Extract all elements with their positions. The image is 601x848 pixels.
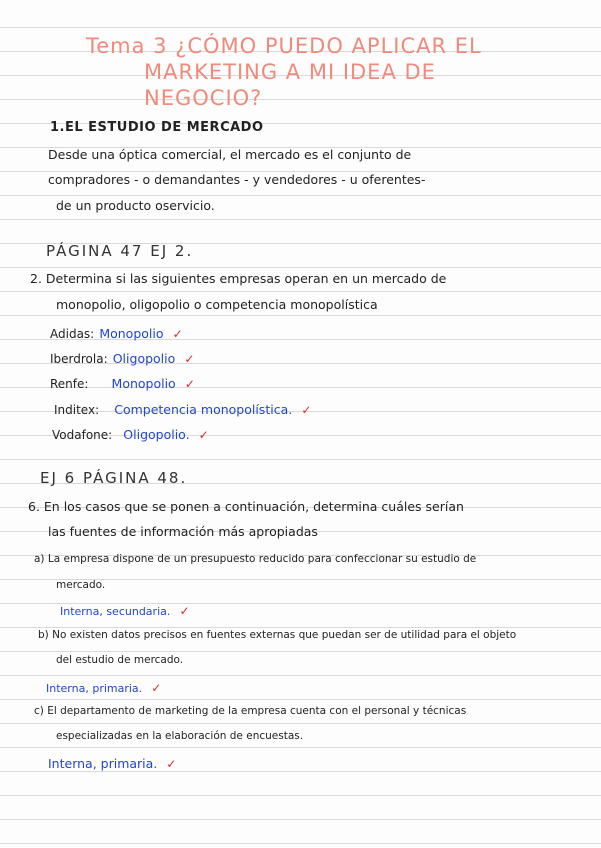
list-item — [60, 600, 190, 619]
company-label: Renfe: — [50, 377, 89, 391]
item-c-line-1: c) El departamento de marketing de la empresa cuenta con el personal y técnicas — [34, 705, 467, 717]
checkmark-icon: ✓ — [172, 327, 183, 341]
checkmark-icon: ✓ — [198, 428, 209, 442]
title-line-1: Tema 3 ¿CÓMO PUEDO APLICAR EL — [86, 34, 482, 58]
title-line-3: NEGOCIO? — [144, 86, 263, 110]
item-c-line-2: especializadas en la elaboración de encuestas. — [56, 730, 304, 742]
company-label: Vodafone: — [52, 428, 113, 442]
answer-text: Monopolio — [99, 326, 164, 341]
answer-text: Competencia monopolística. — [114, 402, 293, 417]
answer-text: Interna, primaria. — [46, 682, 143, 695]
section-1-heading: 1.EL ESTUDIO DE MERCADO — [50, 120, 264, 135]
checkmark-icon: ✓ — [184, 377, 195, 391]
section-3-question-line-2: las fuentes de información más apropiadas — [48, 524, 318, 539]
section-1-line-3: de un producto oservicio. — [56, 198, 215, 213]
item-b-line-2: del estudio de mercado. — [56, 654, 184, 666]
checkmark-icon: ✓ — [179, 604, 190, 618]
item-a-line-1: a) La empresa dispone de un presupuesto reducido para confeccionar su estudio de — [34, 553, 477, 565]
answer-text: Oligopolio. — [123, 427, 190, 442]
section-1-line-2: compradores - o demandantes - y vendedores - u oferentes- — [48, 172, 426, 187]
item-b-line-1: b) No existen datos precisos en fuentes externas que puedan ser de utilidad para el objeto — [38, 629, 517, 641]
list-item — [50, 348, 194, 367]
section-2-question-line-1: 2. Determina si las siguientes empresas operan en un mercado de — [30, 271, 447, 286]
section-1-line-1: Desde una óptica comercial, el mercado es el conjunto de — [48, 147, 412, 162]
list-item — [46, 677, 161, 696]
company-label: Iberdrola: — [50, 352, 108, 366]
list-item — [50, 373, 195, 392]
section-2-question-line-2: monopolio, oligopolio o competencia monopolística — [56, 297, 378, 312]
list-item — [48, 753, 176, 772]
answer-text: Oligopolio — [112, 351, 176, 366]
answer-text: Interna, secundaria. — [60, 605, 171, 618]
title-line-2: MARKETING A MI IDEA DE — [144, 60, 436, 84]
section-2-heading: PÁGINA 47 EJ 2. — [46, 242, 194, 260]
list-item — [50, 323, 183, 342]
answer-text: Monopolio — [111, 376, 176, 391]
checkmark-icon: ✓ — [151, 681, 162, 695]
answer-text: Interna, primaria. — [48, 756, 158, 771]
list-item — [54, 399, 311, 418]
checkmark-icon: ✓ — [166, 757, 177, 771]
section-3-heading: EJ 6 PÁGINA 48. — [40, 469, 188, 487]
checkmark-icon: ✓ — [301, 403, 312, 417]
section-3-question-line-1: 6. En los casos que se ponen a continuación, determina cuáles serían — [28, 499, 464, 514]
list-item — [52, 424, 209, 443]
item-a-line-2: mercado. — [56, 579, 106, 591]
company-label: Adidas: — [50, 327, 95, 341]
company-label: Inditex: — [54, 403, 100, 417]
checkmark-icon: ✓ — [184, 352, 195, 366]
